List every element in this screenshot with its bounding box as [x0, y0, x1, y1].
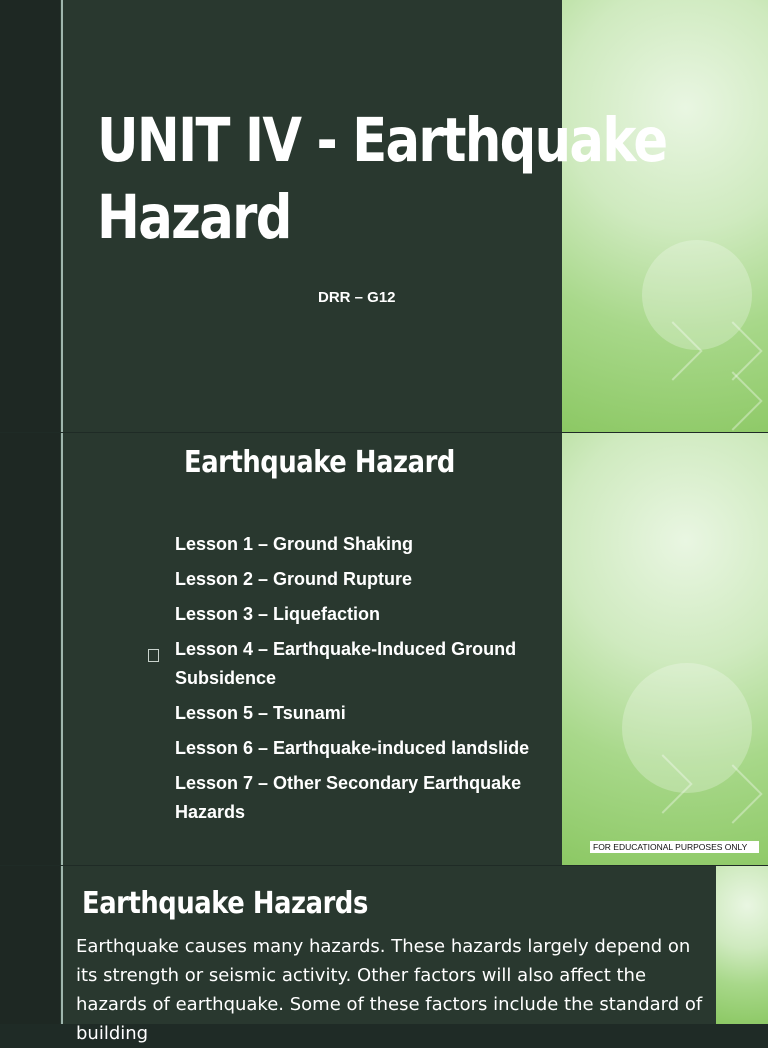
educational-notice: FOR EDUCATIONAL PURPOSES ONLY: [590, 841, 759, 853]
green-background: [716, 866, 768, 1024]
list-item: Lesson 5 – Tsunami: [175, 703, 346, 723]
title-line: UNIT IV - Earthquake Hazard: [97, 105, 667, 253]
accent-line: [61, 866, 63, 1024]
left-strip: [0, 433, 60, 865]
body-paragraph: Earthquake causes many hazards. These hazards largely depend on its strength or seismic activity. Other factors will also affect the hazards of earthquake. Some of these factors include the standard of building: [76, 936, 703, 1044]
list-item: Lesson 4 – Earthquake-Induced Ground Subsidence: [175, 639, 517, 688]
slide-1: [0, 0, 768, 432]
slide-title: Earthquake Hazard: [184, 445, 455, 480]
list-item: Lesson 2 – Ground Rupture: [175, 569, 413, 589]
left-strip: [0, 0, 60, 432]
accent-line: [61, 0, 63, 432]
list-item: Lesson 3 – Liquefaction: [175, 604, 381, 624]
slide-subtitle: DRR – G12: [318, 289, 396, 306]
slide-2: [0, 433, 768, 865]
green-background: [562, 433, 768, 865]
slide-title: Earthquake Hazards: [82, 886, 368, 921]
list-item: Lesson 7 – Other Secondary Earthquake Hazards: [175, 773, 522, 822]
lesson-list: [175, 530, 575, 833]
slide-3: [0, 866, 768, 1044]
accent-line: [61, 433, 63, 865]
bullet-placeholder-icon: [148, 649, 159, 662]
left-strip: [0, 866, 60, 1024]
slide-title: [97, 102, 667, 256]
list-item: Lesson 1 – Ground Shaking: [175, 534, 414, 554]
list-item: Lesson 6 – Earthquake-induced landslide: [175, 738, 530, 758]
